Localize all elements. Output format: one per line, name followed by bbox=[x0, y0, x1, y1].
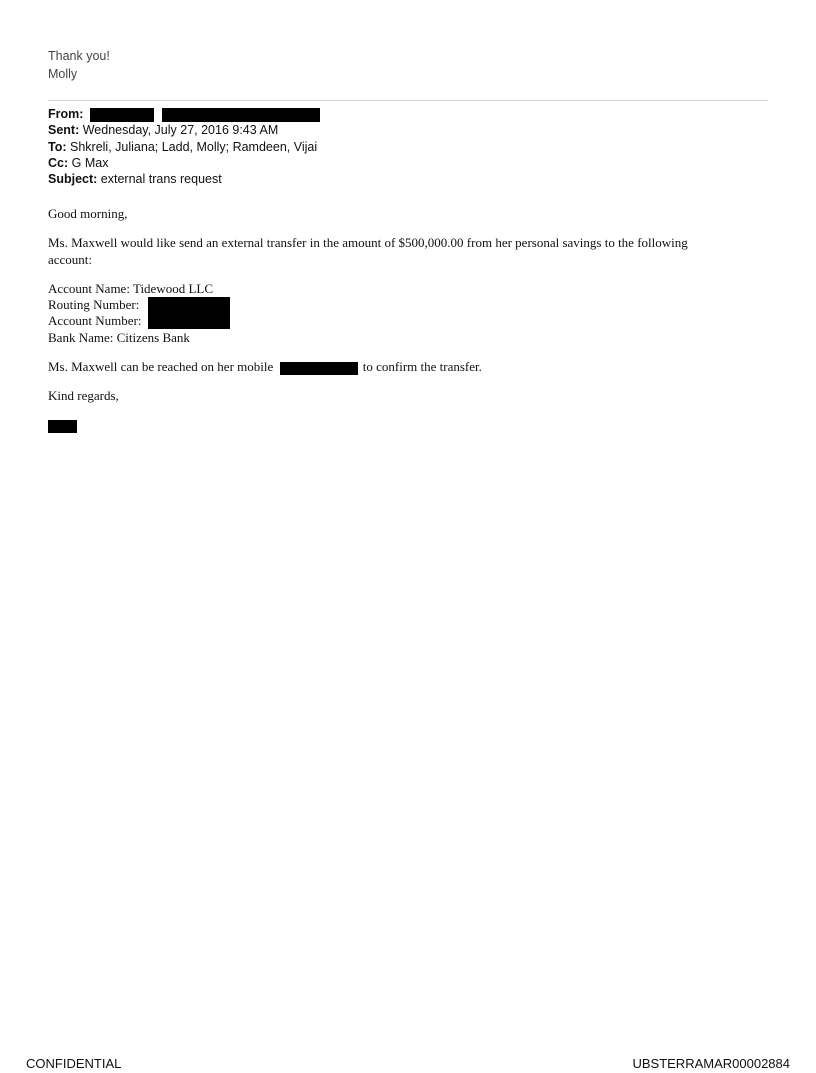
redaction-box bbox=[162, 108, 320, 122]
contact-text: Ms. Maxwell can be reached on her mobile bbox=[48, 359, 274, 375]
from-row bbox=[48, 106, 320, 122]
to-row bbox=[48, 139, 320, 155]
contact-line bbox=[48, 359, 748, 375]
bates-number: UBSTERRAMAR00002884 bbox=[632, 1056, 790, 1071]
contact-text: to confirm the transfer. bbox=[362, 359, 482, 375]
bank-name-line: Bank Name: Citizens Bank bbox=[48, 329, 190, 345]
request-line: account: bbox=[48, 251, 93, 267]
sent-label: Sent: bbox=[48, 123, 80, 138]
sent-value: Wednesday, July 27, 2016 9:43 AM bbox=[82, 123, 279, 138]
subject-label: Subject: bbox=[48, 172, 98, 187]
greeting bbox=[48, 206, 748, 222]
email-body bbox=[48, 206, 748, 434]
account-details bbox=[48, 281, 748, 346]
account-number-label: Account Number: bbox=[48, 313, 142, 329]
to-label: To: bbox=[48, 139, 67, 154]
signoff-thanks: Thank you! bbox=[48, 49, 110, 63]
confidential-label: CONFIDENTIAL bbox=[26, 1056, 122, 1071]
cc-label: Cc: bbox=[48, 155, 69, 170]
contact-paragraph bbox=[48, 359, 748, 375]
signature-redaction bbox=[48, 418, 748, 434]
subject-row bbox=[48, 171, 320, 187]
request-line: Ms. Maxwell would like send an external transfer in the amount of $500,000.00 from her personal savings to the following bbox=[48, 235, 688, 251]
transfer-request-paragraph bbox=[48, 235, 748, 268]
greeting-text: Good morning, bbox=[48, 206, 128, 221]
redaction-box bbox=[90, 108, 154, 122]
routing-number-label: Routing Number: bbox=[48, 297, 140, 313]
previous-message-signoff bbox=[48, 47, 110, 83]
to-value: Shkreli, Juliana; Ladd, Molly; Ramdeen, Vijai bbox=[70, 139, 318, 154]
sent-row bbox=[48, 122, 320, 138]
message-divider bbox=[48, 100, 768, 101]
redaction-box bbox=[148, 297, 230, 329]
redaction-box bbox=[48, 420, 77, 433]
signoff-name: Molly bbox=[48, 67, 78, 81]
subject-value: external trans request bbox=[100, 172, 222, 187]
routing-number-line bbox=[48, 297, 748, 313]
from-label: From: bbox=[48, 107, 84, 121]
cc-value: G Max bbox=[71, 155, 109, 170]
cc-row bbox=[48, 155, 320, 171]
closing-text: Kind regards, bbox=[48, 388, 119, 404]
closing bbox=[48, 388, 748, 404]
redaction-box bbox=[280, 362, 358, 375]
account-name-line: Account Name: Tidewood LLC bbox=[48, 280, 214, 296]
email-header bbox=[48, 106, 320, 187]
